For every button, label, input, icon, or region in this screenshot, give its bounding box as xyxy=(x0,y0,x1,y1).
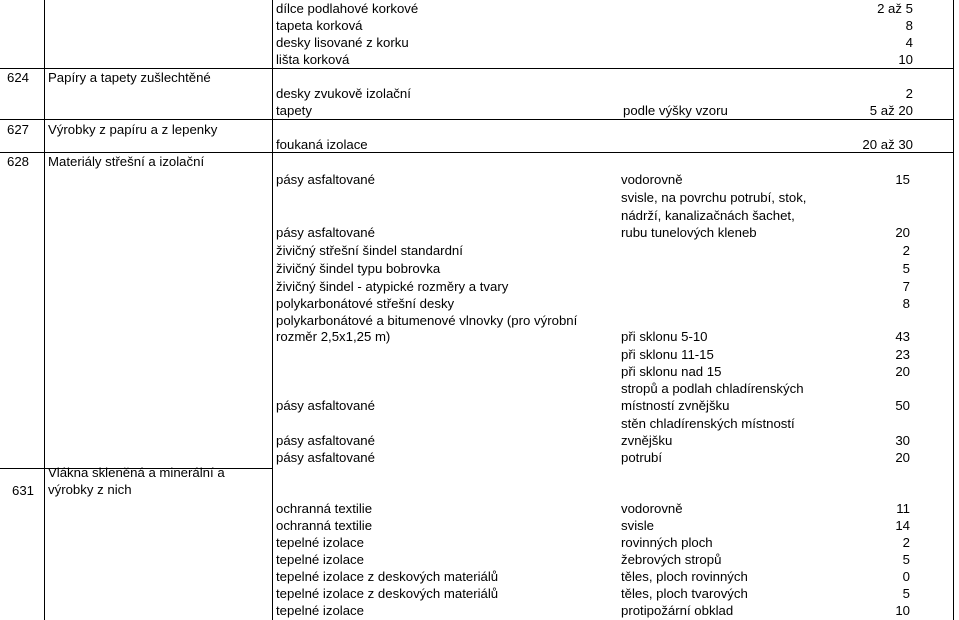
item-label: rozměr 2,5x1,25 m) xyxy=(276,329,391,344)
value-cell: 10 xyxy=(895,603,910,618)
group-name: výrobky z nich xyxy=(48,482,132,497)
condition-label: těles, ploch tvarových xyxy=(621,586,748,601)
condition-label: při sklonu nad 15 xyxy=(621,364,722,379)
group-code: 627 xyxy=(7,122,30,137)
condition-label: vodorovně xyxy=(621,172,683,187)
value-cell: 50 xyxy=(895,398,910,413)
item-label: ochranná textilie xyxy=(276,518,373,533)
grid-line xyxy=(0,119,954,120)
condition-label: potrubí xyxy=(621,450,663,465)
item-label: foukaná izolace xyxy=(276,137,368,152)
item-label: pásy asfaltované xyxy=(276,398,375,413)
item-label: tapeta korková xyxy=(276,18,363,33)
value-cell: 20 až 30 xyxy=(862,137,913,152)
value-cell: 4 xyxy=(905,35,913,50)
value-cell: 30 xyxy=(895,433,910,448)
grid-line xyxy=(953,0,954,620)
value-cell: 11 xyxy=(896,501,910,516)
condition-label: při sklonu 5-10 xyxy=(621,329,708,344)
condition-label: rovinných ploch xyxy=(621,535,713,550)
value-cell: 20 xyxy=(895,450,910,465)
item-label: desky lisované z korku xyxy=(276,35,409,50)
condition-label: svisle, na povrchu potrubí, stok, xyxy=(621,190,807,205)
item-label: polykarbonátové a bitumenové vlnovky (pro výrobní xyxy=(276,313,578,328)
value-cell: 5 až 20 xyxy=(869,103,913,118)
grid-line xyxy=(272,0,273,620)
value-cell: 20 xyxy=(895,364,910,379)
value-cell: 14 xyxy=(895,518,910,533)
value-cell: 8 xyxy=(905,18,913,33)
item-label: ochranná textilie xyxy=(276,501,373,516)
group-name: Vlákna skleněná a minerální a xyxy=(48,465,225,480)
value-cell: 2 xyxy=(902,535,910,550)
item-label: živičný šindel - atypické rozměry a tvary xyxy=(276,279,509,294)
condition-label: stropů a podlah chladírenských xyxy=(621,381,804,396)
condition-label: podle výšky vzoru xyxy=(623,103,728,118)
condition-label: rubu tunelových kleneb xyxy=(621,225,757,240)
item-label: tepelné izolace z deskových materiálů xyxy=(276,586,499,601)
value-cell: 2 xyxy=(902,243,910,258)
item-label: pásy asfaltované xyxy=(276,450,375,465)
condition-label: místností zvnějšku xyxy=(621,398,730,413)
value-cell: 10 xyxy=(898,52,913,67)
value-cell: 2 až 5 xyxy=(877,1,913,16)
item-label: tapety xyxy=(276,103,312,118)
condition-label: vodorovně xyxy=(621,501,683,516)
condition-label: při sklonu 11-15 xyxy=(621,347,714,362)
condition-label: těles, ploch rovinných xyxy=(621,569,748,584)
item-label: tepelné izolace xyxy=(276,603,364,618)
group-name: Papíry a tapety zušlechtěné xyxy=(48,70,211,85)
item-label: lišta korková xyxy=(276,52,350,67)
item-label: živičný šindel typu bobrovka xyxy=(276,261,441,276)
group-code: 631 xyxy=(12,483,35,498)
group-name: Materiály střešní a izolační xyxy=(48,154,205,169)
item-label: desky zvukově izolační xyxy=(276,86,411,101)
item-label: tepelné izolace z deskových materiálů xyxy=(276,569,499,584)
condition-label: žebrových stropů xyxy=(621,552,722,567)
condition-label: stěn chladírenských místností xyxy=(621,416,795,431)
value-cell: 7 xyxy=(902,279,910,294)
group-code: 628 xyxy=(7,154,30,169)
condition-label: zvnějšku xyxy=(621,433,673,448)
item-label: tepelné izolace xyxy=(276,552,364,567)
value-cell: 23 xyxy=(895,347,910,362)
grid-line xyxy=(44,0,45,620)
value-cell: 5 xyxy=(902,261,910,276)
item-label: tepelné izolace xyxy=(276,535,364,550)
item-label: dílce podlahové korkové xyxy=(276,1,419,16)
item-label: polykarbonátové střešní desky xyxy=(276,296,455,311)
item-label: živičný střešní šindel standardní xyxy=(276,243,463,258)
condition-label: protipožární obklad xyxy=(621,603,734,618)
value-cell: 2 xyxy=(905,86,913,101)
item-label: pásy asfaltované xyxy=(276,433,375,448)
value-cell: 5 xyxy=(902,586,910,601)
value-cell: 5 xyxy=(902,552,910,567)
item-label: pásy asfaltované xyxy=(276,172,375,187)
value-cell: 0 xyxy=(902,569,910,584)
value-cell: 8 xyxy=(902,296,910,311)
item-label: pásy asfaltované xyxy=(276,225,375,240)
condition-label: nádrží, kanalizačnách šachet, xyxy=(621,208,795,223)
value-cell: 15 xyxy=(895,172,910,187)
group-code: 624 xyxy=(7,70,30,85)
value-cell: 20 xyxy=(895,225,910,240)
condition-label: svisle xyxy=(621,518,654,533)
value-cell: 43 xyxy=(895,329,910,344)
group-name: Výrobky z papíru a z lepenky xyxy=(48,122,218,137)
